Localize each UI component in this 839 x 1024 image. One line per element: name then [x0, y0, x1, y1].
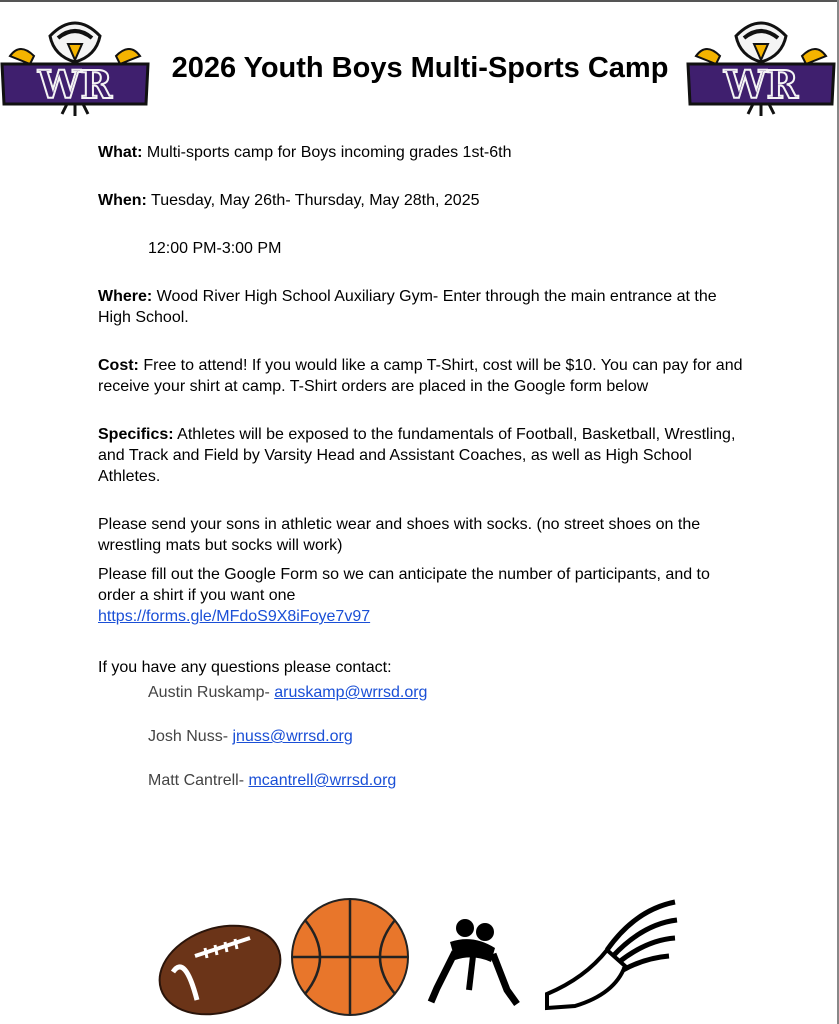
contact-item	[98, 682, 748, 703]
where-line	[98, 286, 748, 328]
sports-icons	[155, 890, 685, 1024]
contact-item	[98, 770, 748, 791]
wrestling-icon	[431, 919, 517, 1004]
where-label: Where:	[98, 288, 153, 305]
where-text: Wood River High School Auxiliary Gym- Enter through the main entrance at the High School.	[98, 288, 717, 326]
questions-line: If you have any questions please contact:	[98, 659, 392, 676]
what-text: Multi-sports camp for Boys incoming grades 1st-6th	[142, 144, 512, 161]
specifics-text: Athletes will be exposed to the fundamentals of Football, Basketball, Wrestling, and Track and Field by Varsity Head and Assistant Coaches, as well as High School Athletes.	[98, 426, 736, 485]
cost-line	[98, 355, 748, 397]
attire-note: Please send your sons in athletic wear and shoes with socks. (no street shoes on the wrestling mats but socks will work)	[98, 516, 701, 554]
when-line	[98, 190, 748, 211]
form-link-line	[98, 606, 748, 627]
time-line: 12:00 PM-3:00 PM	[148, 240, 282, 257]
cost-text: Free to attend! If you would like a camp T-Shirt, cost will be $10. You can pay for and receive your shirt at camp. T-Shirt orders are placed in the Google form below	[98, 357, 743, 395]
winged-shoe-icon	[547, 902, 677, 1008]
contact-name: Josh Nuss-	[148, 728, 233, 745]
top-border	[0, 0, 839, 2]
logo-text: WR	[723, 62, 799, 107]
logo-text: WR	[37, 62, 113, 107]
contact-email-link[interactable]: mcantrell@wrrsd.org	[248, 772, 397, 789]
what-label: What:	[98, 144, 143, 161]
cost-label: Cost:	[98, 357, 139, 374]
specifics-line	[98, 424, 748, 487]
football-icon	[155, 911, 292, 1024]
contact-email-link[interactable]: aruskamp@wrrsd.org	[274, 684, 428, 701]
eagle-wr-logo-right	[686, 16, 836, 116]
contact-email-link[interactable]: jnuss@wrrsd.org	[232, 728, 353, 745]
basketball-icon	[292, 899, 408, 1015]
specifics-label: Specifics:	[98, 426, 174, 443]
when-text: Tuesday, May 26th- Thursday, May 28th, 2025	[146, 192, 480, 209]
flyer-body	[98, 142, 748, 791]
contact-name: Austin Ruskamp-	[148, 684, 275, 701]
form-note: Please fill out the Google Form so we can anticipate the number of participants, and to order a shirt if you want one	[98, 566, 710, 604]
google-form-link[interactable]: https://forms.gle/MFdoS9X8iFoye7v97	[98, 608, 371, 625]
contact-item	[98, 726, 748, 747]
eagle-wr-logo-left	[0, 16, 150, 116]
page-title: 2026 Youth Boys Multi-Sports Camp	[171, 52, 669, 84]
what-line	[98, 142, 748, 163]
contact-name: Matt Cantrell-	[148, 772, 249, 789]
when-label: When:	[98, 192, 147, 209]
